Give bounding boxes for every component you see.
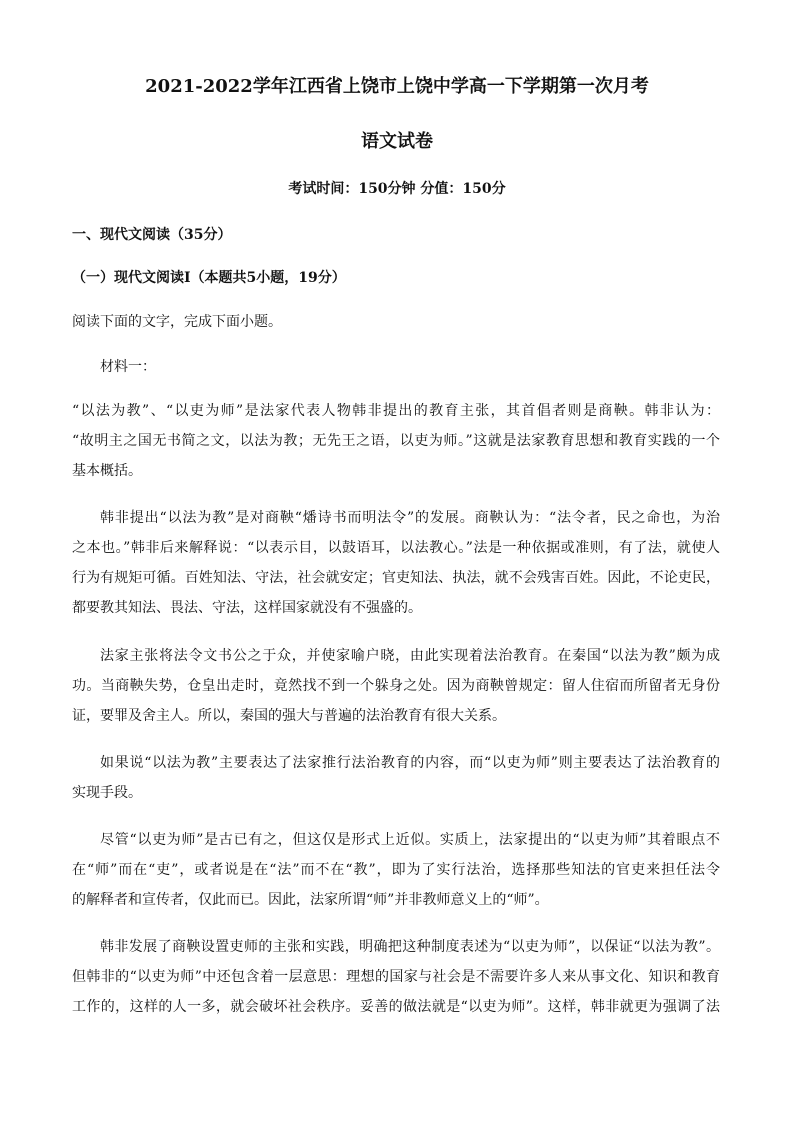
paragraph-6 [72,932,720,1022]
exam-info: 考试时间：150分钟 分值：150分 [288,181,506,197]
paragraph-line: 韩非发展了商鞅设置吏师的主张和实践，明确把这种制度表述为“以吏为师”，以保证“以法为教”。 [100,939,720,955]
paragraph-3 [72,641,720,731]
paragraph-line: 基本概括。 [72,463,142,479]
paragraph-line: “以法为教”、“以吏为师”是法家代表人物韩非提出的教育主张，其首倡者则是商鞅。韩非认为： [72,403,720,419]
section-subheading: （一）现代文阅读Ⅰ（本题共5小题，19分） [72,270,346,286]
paragraph-5 [72,825,720,915]
paragraph-line: 都要教其知法、畏法、守法，这样国家就没有不强盛的。 [72,600,422,616]
paragraph-line: 法家主张将法令文书公之于众，并使家喻户晓，由此实现着法治教育。在秦国“以法为教”颇为成 [100,648,720,664]
paragraph-line: 的解释者和宣传者，仅此而已。因此，法家所谓“师”并非教师意义上的“师”。 [72,892,549,908]
paragraph-line: 在“师”而在“吏”，或者说是在“法”而不在“教”，即为了实行法治，选择那些知法的官吏来担任法令 [72,862,720,878]
paragraph-line: 实现手段。 [72,785,142,801]
paragraph-line: 行为有规矩可循。百姓知法、守法，社会就安定；官吏知法、执法，就不会残害百姓。因此，不论吏民， [72,570,720,586]
section-heading: 一、现代文阅读（35分） [72,227,232,243]
material-label: 材料一： [100,359,156,375]
paragraph-line: 韩非提出“以法为教”是对商鞅“燔诗书而明法令”的发展。商鞅认为：“法令者，民之命也，为治 [100,510,720,526]
document-subtitle: 语文试卷 [361,131,433,152]
paragraph-line: 尽管“以吏为师”是古已有之，但这仅是形式上近似。实质上，法家提出的“以吏为师”其着眼点不 [100,832,720,848]
paragraph-line: 之本也。”韩非后来解释说：“以表示目，以鼓语耳，以法教心。”法是一种依据或准则，有了法，就使人 [72,540,720,556]
paragraph-line: 证，要罪及舍主人。所以，秦国的强大与普遍的法治教育有很大关系。 [72,708,506,724]
paragraph-4 [72,748,720,808]
paragraph-line: 但韩非的“以吏为师”中还包含着一层意思：理想的国家与社会是不需要许多人来从事文化、知识和教育 [72,969,720,985]
paragraph-line: 功。当商鞅失势，仓皇出走时，竟然找不到一个躲身之处。因为商鞅曾规定：留人住宿而所留者无身份 [72,678,720,694]
paragraph-line: 工作的，这样的人一多，就会破坏社会秩序。妥善的做法就是“以吏为师”。这样，韩非就更为强调了法 [72,999,720,1015]
document-title: 2021-2022学年江西省上饶市上饶中学高一下学期第一次月考 [145,76,649,97]
paragraph-1 [72,396,720,486]
paragraph-2 [72,503,720,623]
paragraph-line: 如果说“以法为教”主要表达了法家推行法治教育的内容，而“以吏为师”则主要表达了法治教育的 [100,755,720,771]
paragraph-line: “故明主之国无书简之文，以法为教；无先王之语，以吏为师。”这就是法家教育思想和教育实践的一个 [72,433,720,449]
reading-instruction: 阅读下面的文字，完成下面小题。 [72,314,282,330]
